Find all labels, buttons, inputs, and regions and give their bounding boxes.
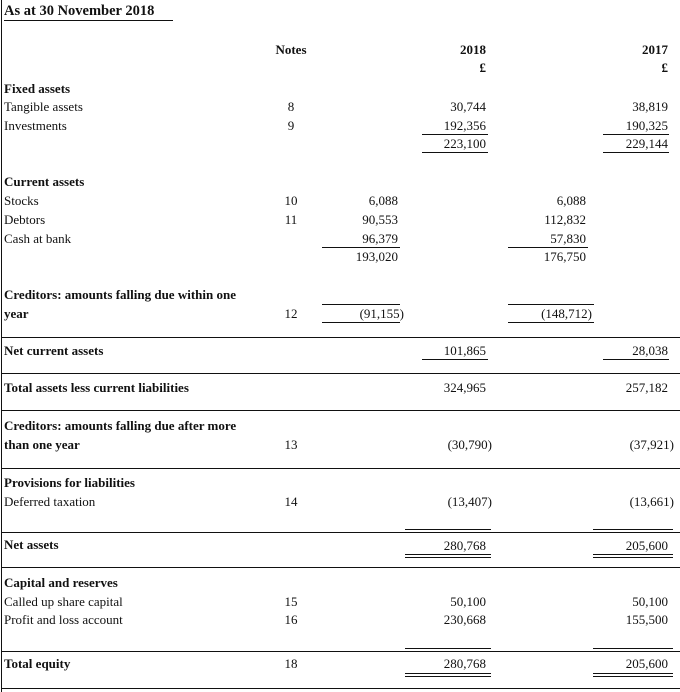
separator <box>2 567 680 568</box>
capital-title: Capital and reserves <box>4 575 118 590</box>
value-2018: (91,155) <box>359 306 404 321</box>
currency-2017: £ <box>661 60 668 75</box>
value-2018: 230,668 <box>443 612 486 627</box>
row-label: Deferred taxation <box>4 494 96 509</box>
year-2018-header: 2018 <box>460 42 486 57</box>
value-2017: 190,325 <box>625 118 668 133</box>
value-2018: 6,088 <box>368 193 398 208</box>
bottom-border <box>2 688 680 689</box>
value-2017: 28,038 <box>632 343 668 358</box>
rule-2018 <box>405 648 491 649</box>
value-2017: 257,182 <box>625 380 668 395</box>
value-2018: 324,965 <box>443 380 486 395</box>
double-rule-2018 <box>405 554 491 555</box>
row-note: 18 <box>284 656 298 671</box>
value-2018: 192,356 <box>443 118 486 133</box>
row-label: Investments <box>4 118 67 133</box>
row-note: 14 <box>284 494 298 509</box>
subtotal-rule-2017 <box>508 247 588 248</box>
creditors-within-label-line1: Creditors: amounts falling due within one <box>4 287 236 302</box>
current-assets-title: Current assets <box>4 174 85 189</box>
row-label: Stocks <box>4 193 39 208</box>
creditors-after-label-line2: than one year <box>4 437 80 452</box>
value-2017: (13,661) <box>629 494 674 509</box>
rule-2018-bottom <box>322 322 400 323</box>
value-2018: (13,407) <box>447 494 492 509</box>
row-label: Profit and loss account <box>4 612 123 627</box>
notes-header: Notes <box>275 42 307 57</box>
separator <box>2 337 680 338</box>
rule-2017 <box>603 359 669 360</box>
value-2018: 101,865 <box>443 343 486 358</box>
value-2017: (148,712) <box>541 306 592 321</box>
net-assets-label: Net assets <box>4 537 59 552</box>
row-label: Called up share capital <box>4 594 123 609</box>
separator <box>2 373 680 374</box>
value-2017: (37,921) <box>629 437 674 452</box>
fixed-assets-total-2018: 223,100 <box>443 136 486 151</box>
fixed-assets-total-2017: 229,144 <box>625 136 668 151</box>
subtotal-rule-2017 <box>603 134 669 135</box>
separator <box>2 410 680 411</box>
double-rule-2017 <box>593 673 673 674</box>
provisions-title: Provisions for liabilities <box>4 475 135 490</box>
value-2017: 6,088 <box>556 193 586 208</box>
value-2017: 155,500 <box>625 612 668 627</box>
row-note: 8 <box>287 99 295 114</box>
value-2018: 50,100 <box>450 594 486 609</box>
double-rule-2018 <box>405 673 491 674</box>
value-2017: 50,100 <box>632 594 668 609</box>
row-note: 12 <box>284 306 298 321</box>
creditors-after-label-line1: Creditors: amounts falling due after more <box>4 418 237 433</box>
current-assets-total-2018: 193,020 <box>355 249 398 264</box>
value-2018: 280,768 <box>443 656 486 671</box>
row-note: 16 <box>284 612 298 627</box>
row-note: 11 <box>284 212 298 227</box>
double-rule-2018-b <box>405 557 491 558</box>
value-2017: 112,832 <box>544 212 586 227</box>
row-label: Tangible assets <box>4 99 83 114</box>
rule-2018 <box>322 304 400 305</box>
currency-2018: £ <box>479 60 486 75</box>
rule-2018 <box>422 359 488 360</box>
fixed-assets-title: Fixed assets <box>4 81 71 96</box>
value-2017: 57,830 <box>550 231 586 246</box>
separator <box>2 468 680 469</box>
rule-2017 <box>593 648 673 649</box>
double-rule-2017-b <box>593 557 673 558</box>
row-note: 15 <box>284 594 298 609</box>
rule-2018 <box>405 529 491 530</box>
value-2018: 30,744 <box>450 99 486 114</box>
separator <box>2 532 680 533</box>
row-note: 9 <box>287 118 295 133</box>
value-2018: 280,768 <box>443 538 486 553</box>
value-2017: 205,600 <box>625 656 668 671</box>
heading-underline <box>4 20 173 21</box>
value-2018: (30,790) <box>447 437 492 452</box>
creditors-within-label-line2: year <box>4 306 29 321</box>
net-current-assets-label: Net current assets <box>4 343 104 358</box>
row-label: Cash at bank <box>4 231 72 246</box>
value-2017: 205,600 <box>625 538 668 553</box>
row-note: 10 <box>284 193 298 208</box>
year-2017-header: 2017 <box>642 42 668 57</box>
statement-heading: As at 30 November 2018 <box>4 3 155 19</box>
subtotal-rule-2018 <box>422 134 488 135</box>
rule-2017-bottom <box>508 322 594 323</box>
row-label: Debtors <box>4 212 46 227</box>
value-2018: 96,379 <box>362 231 398 246</box>
total-rule-2018 <box>422 152 488 153</box>
row-note: 13 <box>284 437 298 452</box>
double-rule-2017 <box>593 554 673 555</box>
double-rule-2018-b <box>405 676 491 677</box>
value-2018: 90,553 <box>362 212 398 227</box>
subtotal-rule-2018 <box>322 247 400 248</box>
rule-2017 <box>593 529 673 530</box>
total-rule-2017 <box>603 152 669 153</box>
current-assets-total-2017: 176,750 <box>543 249 586 264</box>
total-equity-label: Total equity <box>4 656 71 671</box>
value-2017: 38,819 <box>632 99 668 114</box>
total-assets-less-label: Total assets less current liabilities <box>4 380 189 395</box>
double-rule-2017-b <box>593 676 673 677</box>
left-border <box>1 0 2 692</box>
rule-2017 <box>508 304 594 305</box>
separator <box>2 651 680 652</box>
